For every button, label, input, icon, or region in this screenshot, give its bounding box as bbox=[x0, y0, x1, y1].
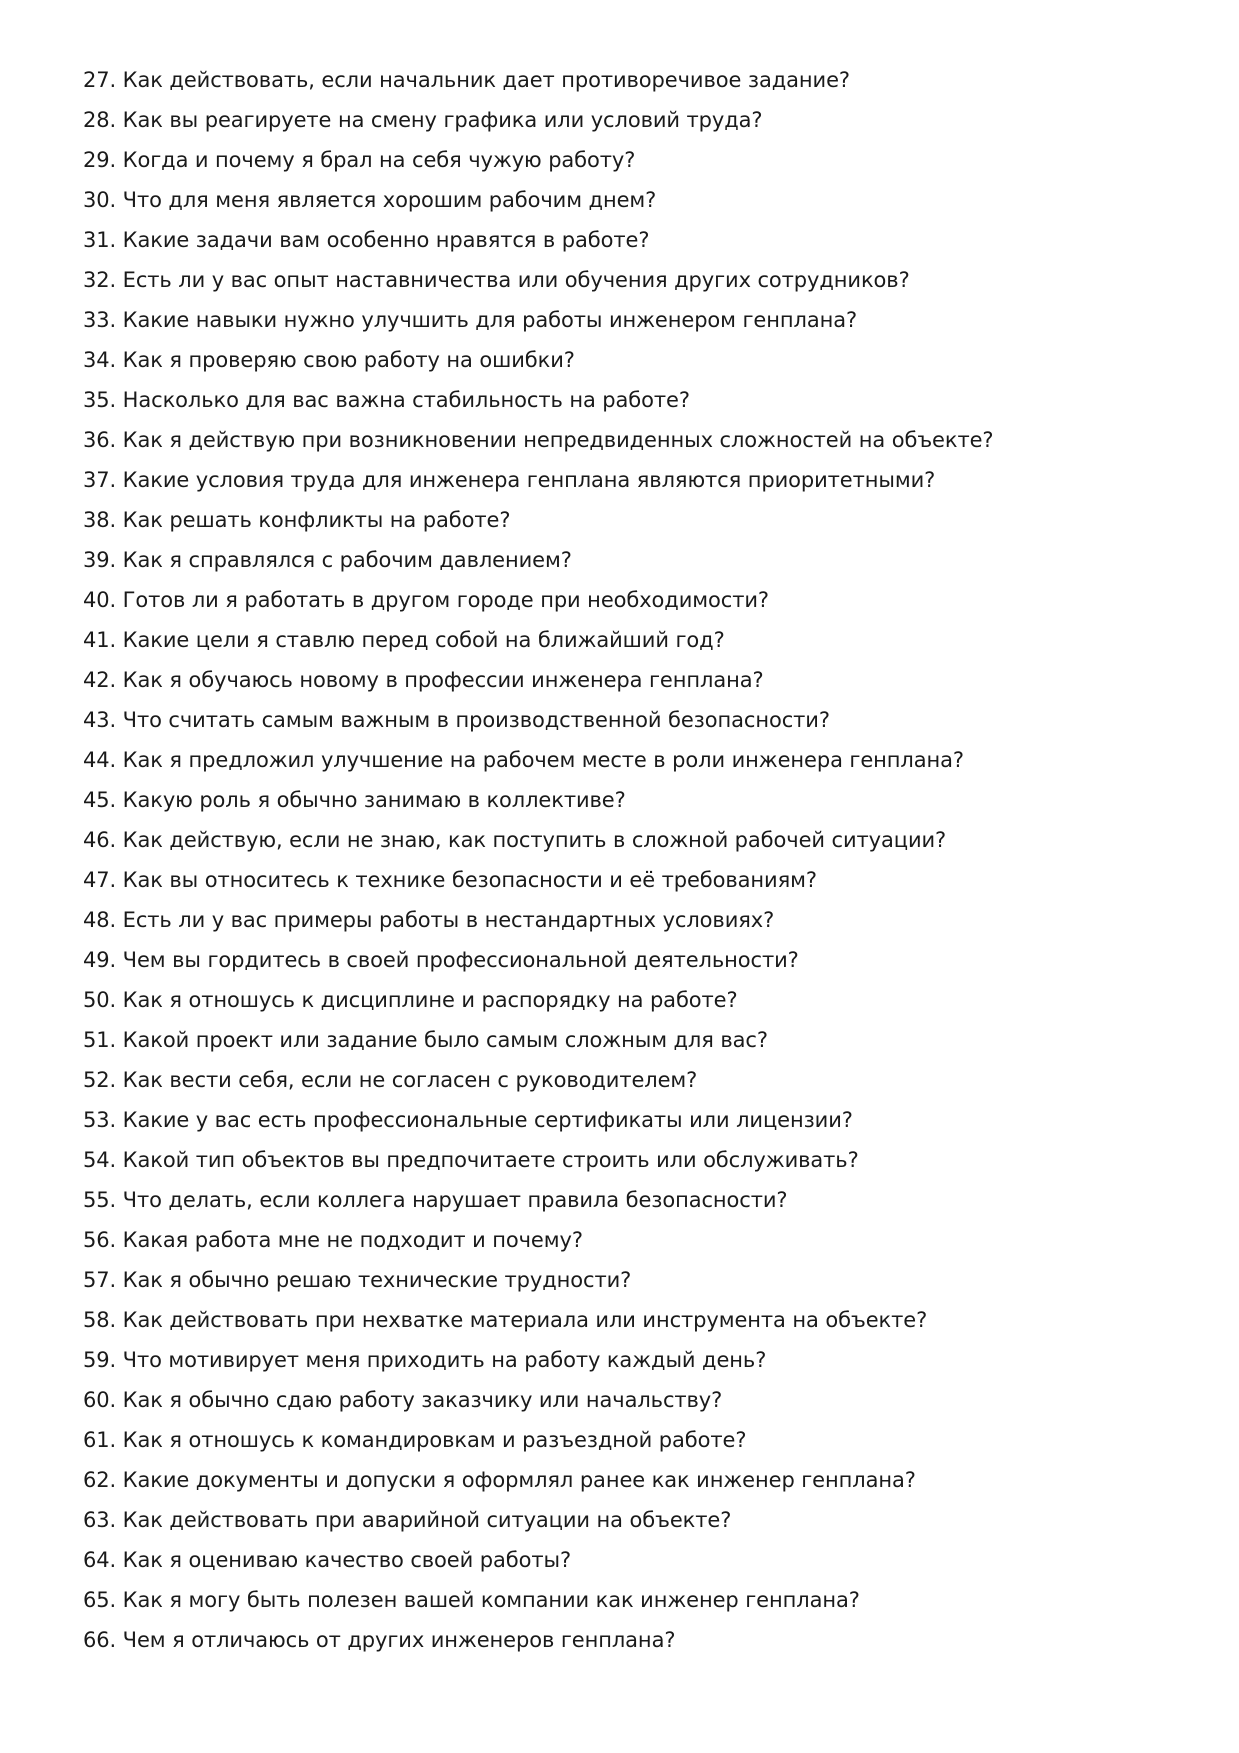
question-item: 29. Когда и почему я брал на себя чужую работу? bbox=[83, 148, 636, 172]
question-item: 35. Насколько для вас важна стабильность на работе? bbox=[83, 388, 690, 412]
question-item: 36. Как я действую при возникновении непредвиденных сложностей на объекте? bbox=[83, 428, 994, 452]
question-item: 54. Какой тип объектов вы предпочитаете строить или обслуживать? bbox=[83, 1148, 859, 1172]
question-list bbox=[83, 60, 1183, 1660]
question-item: 28. Как вы реагируете на смену графика или условий труда? bbox=[83, 108, 763, 132]
question-item: 42. Как я обучаюсь новому в профессии инженера генплана? bbox=[83, 668, 764, 692]
question-item: 49. Чем вы гордитесь в своей профессиональной деятельности? bbox=[83, 948, 799, 972]
question-item: 43. Что считать самым важным в производственной безопасности? bbox=[83, 708, 830, 732]
question-item: 46. Как действую, если не знаю, как поступить в сложной рабочей ситуации? bbox=[83, 828, 947, 852]
question-item: 58. Как действовать при нехватке материала или инструмента на объекте? bbox=[83, 1308, 928, 1332]
question-item: 57. Как я обычно решаю технические трудности? bbox=[83, 1268, 632, 1292]
question-item: 30. Что для меня является хорошим рабочим днем? bbox=[83, 188, 657, 212]
question-item: 31. Какие задачи вам особенно нравятся в работе? bbox=[83, 228, 650, 252]
question-item: 50. Как я отношусь к дисциплине и распорядку на работе? bbox=[83, 988, 738, 1012]
question-item: 52. Как вести себя, если не согласен с руководителем? bbox=[83, 1068, 698, 1092]
question-item: 62. Какие документы и допуски я оформлял ранее как инженер генплана? bbox=[83, 1468, 916, 1492]
question-item: 48. Есть ли у вас примеры работы в нестандартных условиях? bbox=[83, 908, 775, 932]
question-item: 32. Есть ли у вас опыт наставничества или обучения других сотрудников? bbox=[83, 268, 910, 292]
question-item: 37. Какие условия труда для инженера генплана являются приоритетными? bbox=[83, 468, 936, 492]
question-item: 44. Как я предложил улучшение на рабочем месте в роли инженера генплана? bbox=[83, 748, 964, 772]
question-item: 65. Как я могу быть полезен вашей компании как инженер генплана? bbox=[83, 1588, 860, 1612]
question-item: 33. Какие навыки нужно улучшить для работы инженером генплана? bbox=[83, 308, 858, 332]
question-item: 45. Какую роль я обычно занимаю в коллективе? bbox=[83, 788, 626, 812]
question-item: 66. Чем я отличаюсь от других инженеров генплана? bbox=[83, 1628, 676, 1652]
question-item: 38. Как решать конфликты на работе? bbox=[83, 508, 511, 532]
question-item: 40. Готов ли я работать в другом городе при необходимости? bbox=[83, 588, 769, 612]
question-item: 59. Что мотивирует меня приходить на работу каждый день? bbox=[83, 1348, 767, 1372]
question-item: 39. Как я справлялся с рабочим давлением? bbox=[83, 548, 572, 572]
question-item: 51. Какой проект или задание было самым сложным для вас? bbox=[83, 1028, 768, 1052]
question-item: 60. Как я обычно сдаю работу заказчику или начальству? bbox=[83, 1388, 723, 1412]
question-item: 56. Какая работа мне не подходит и почему? bbox=[83, 1228, 583, 1252]
question-item: 47. Как вы относитесь к технике безопасности и её требованиям? bbox=[83, 868, 817, 892]
question-item: 61. Как я отношусь к командировкам и разъездной работе? bbox=[83, 1428, 747, 1452]
question-item: 63. Как действовать при аварийной ситуации на объекте? bbox=[83, 1508, 732, 1532]
question-item: 27. Как действовать, если начальник дает противоречивое задание? bbox=[83, 68, 850, 92]
question-item: 55. Что делать, если коллега нарушает правила безопасности? bbox=[83, 1188, 788, 1212]
question-item: 34. Как я проверяю свою работу на ошибки? bbox=[83, 348, 575, 372]
question-item: 64. Как я оцениваю качество своей работы? bbox=[83, 1548, 571, 1572]
question-item: 53. Какие у вас есть профессиональные сертификаты или лицензии? bbox=[83, 1108, 853, 1132]
question-item: 41. Какие цели я ставлю перед собой на ближайший год? bbox=[83, 628, 725, 652]
